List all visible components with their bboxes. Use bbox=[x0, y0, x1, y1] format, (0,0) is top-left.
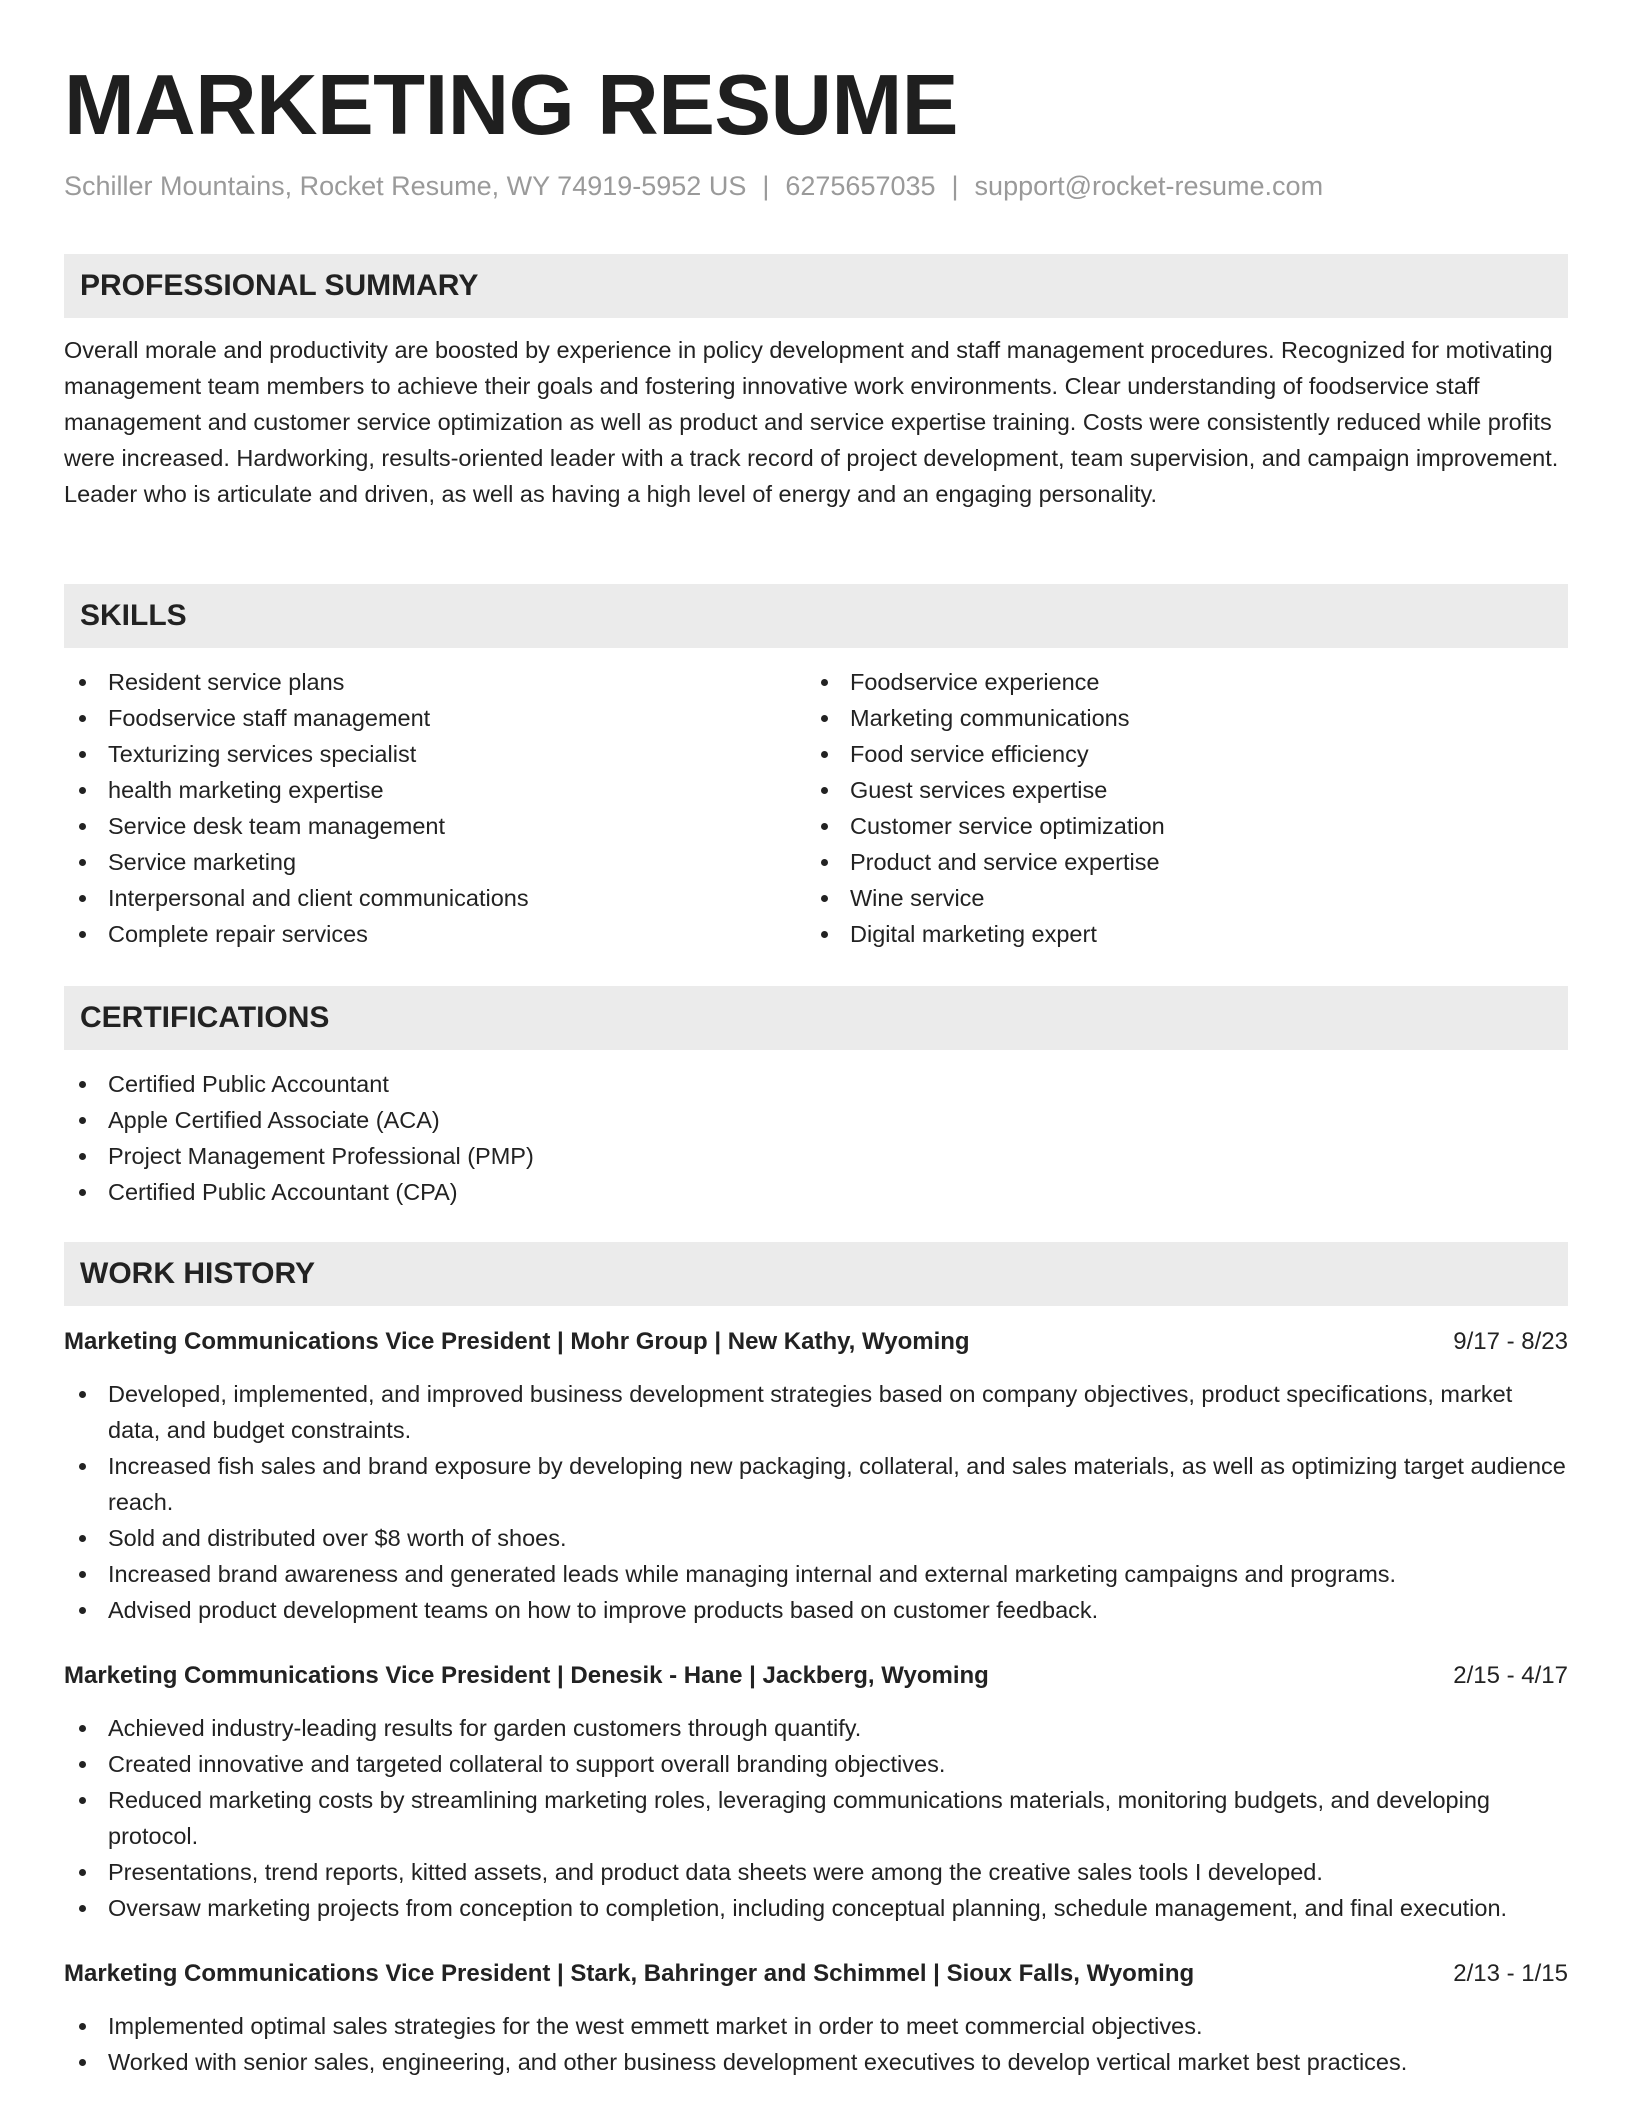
certifications-section bbox=[64, 986, 1568, 1210]
section-heading-summary: PROFESSIONAL SUMMARY bbox=[64, 254, 1568, 318]
job-dates: 2/13 - 1/15 bbox=[1453, 1960, 1568, 1987]
job-title: Marketing Communications Vice President | Mohr Group | New Kathy, Wyoming bbox=[64, 1328, 970, 1355]
certification-item: Apple Certified Associate (ACA) bbox=[64, 1102, 1568, 1138]
skill-item: Digital marketing expert bbox=[806, 916, 1548, 952]
contact-separator: | bbox=[762, 171, 770, 201]
skill-item: Guest services expertise bbox=[806, 772, 1548, 808]
job-bullet: Increased brand awareness and generated leads while managing internal and external marketing campaigns and programs. bbox=[64, 1556, 1568, 1592]
contact-email: support@rocket-resume.com bbox=[974, 171, 1324, 201]
skill-item: Service marketing bbox=[64, 844, 806, 880]
contact-phone: 6275657035 bbox=[785, 171, 936, 201]
job-bullet: Sold and distributed over $8 worth of shoes. bbox=[64, 1520, 1568, 1556]
job-title: Marketing Communications Vice President | Stark, Bahringer and Schimmel | Sioux Falls, Wyoming bbox=[64, 1960, 1195, 1987]
professional-summary-section bbox=[64, 254, 1568, 512]
job-bullet: Reduced marketing costs by streamlining marketing roles, leveraging communications materials, monitoring budgets, and developing protocol. bbox=[64, 1782, 1568, 1854]
skill-item: Foodservice staff management bbox=[64, 700, 806, 736]
section-heading-certifications: CERTIFICATIONS bbox=[64, 986, 1568, 1050]
job-header bbox=[64, 1324, 1568, 1360]
job-bullet: Worked with senior sales, engineering, and other business development executives to develop vertical market best practices. bbox=[64, 2044, 1568, 2080]
job-dates: 2/15 - 4/17 bbox=[1453, 1662, 1568, 1689]
skill-item: Customer service optimization bbox=[806, 808, 1548, 844]
certification-item: Certified Public Accountant (CPA) bbox=[64, 1174, 1568, 1210]
contact-separator: | bbox=[951, 171, 959, 201]
job-bullet: Implemented optimal sales strategies for the west emmett market in order to meet commercial objectives. bbox=[64, 2008, 1568, 2044]
job-title: Marketing Communications Vice President | Denesik - Hane | Jackberg, Wyoming bbox=[64, 1662, 989, 1689]
job-bullet: Developed, implemented, and improved business development strategies based on company objectives, product specifications, market data, and budget constraints. bbox=[64, 1376, 1568, 1448]
section-heading-work-history: WORK HISTORY bbox=[64, 1242, 1568, 1306]
skills-list-right bbox=[806, 664, 1548, 952]
summary-text: Overall morale and productivity are boosted by experience in policy development and staff management procedures. Recognized for motivating management team members to achieve their goals and fostering innovative work environments. Clear understanding of foodservice staff management and customer service optimization as well as product and service expertise training. Costs were consistently reduced while profits were increased. Hardworking, results-oriented leader with a track record of project development, team supervision, and campaign improvement. Leader who is articulate and driven, as well as having a high level of energy and an engaging personality. bbox=[64, 337, 1559, 507]
job-entry bbox=[64, 1658, 1568, 1926]
skill-item: Service desk team management bbox=[64, 808, 806, 844]
resume-page bbox=[64, 0, 1568, 2075]
job-bullet: Achieved industry-leading results for garden customers through quantify. bbox=[64, 1710, 1568, 1746]
section-heading-skills: SKILLS bbox=[64, 584, 1568, 648]
job-bullets bbox=[64, 1376, 1568, 1628]
skills-columns bbox=[64, 664, 1568, 952]
certifications-list bbox=[64, 1066, 1568, 1210]
job-bullet: Oversaw marketing projects from conception to completion, including conceptual planning, schedule management, and final execution. bbox=[64, 1890, 1568, 1926]
skill-item: Marketing communications bbox=[806, 700, 1548, 736]
skill-item: Complete repair services bbox=[64, 916, 806, 952]
resume-title: MARKETING RESUME bbox=[64, 58, 958, 153]
certification-item: Certified Public Accountant bbox=[64, 1066, 1568, 1102]
job-bullet: Advised product development teams on how to improve products based on customer feedback. bbox=[64, 1592, 1568, 1628]
job-bullets bbox=[64, 1710, 1568, 1926]
skills-column-right bbox=[806, 664, 1548, 952]
skill-item: Texturizing services specialist bbox=[64, 736, 806, 772]
contact-line bbox=[64, 168, 1568, 204]
job-header bbox=[64, 1658, 1568, 1694]
job-dates: 9/17 - 8/23 bbox=[1453, 1328, 1568, 1355]
skill-item: health marketing expertise bbox=[64, 772, 806, 808]
job-bullet: Presentations, trend reports, kitted assets, and product data sheets were among the creative sales tools I developed. bbox=[64, 1854, 1568, 1890]
skill-item: Resident service plans bbox=[64, 664, 806, 700]
skills-list-left bbox=[64, 664, 806, 952]
contact-address: Schiller Mountains, Rocket Resume, WY 74919-5952 US bbox=[64, 171, 747, 201]
job-entry bbox=[64, 1956, 1568, 2080]
job-bullet: Increased fish sales and brand exposure by developing new packaging, collateral, and sales materials, as well as optimizing target audience reach. bbox=[64, 1448, 1568, 1520]
skill-item: Product and service expertise bbox=[806, 844, 1548, 880]
certification-item: Project Management Professional (PMP) bbox=[64, 1138, 1568, 1174]
skill-item: Interpersonal and client communications bbox=[64, 880, 806, 916]
work-history-section bbox=[64, 1242, 1568, 2080]
skill-item: Food service efficiency bbox=[806, 736, 1548, 772]
job-header bbox=[64, 1956, 1568, 1992]
job-bullet: Created innovative and targeted collateral to support overall branding objectives. bbox=[64, 1746, 1568, 1782]
skills-column-left bbox=[64, 664, 806, 952]
skill-item: Wine service bbox=[806, 880, 1548, 916]
skill-item: Foodservice experience bbox=[806, 664, 1548, 700]
job-entry bbox=[64, 1324, 1568, 1628]
job-bullets bbox=[64, 2008, 1568, 2080]
skills-section bbox=[64, 584, 1568, 952]
